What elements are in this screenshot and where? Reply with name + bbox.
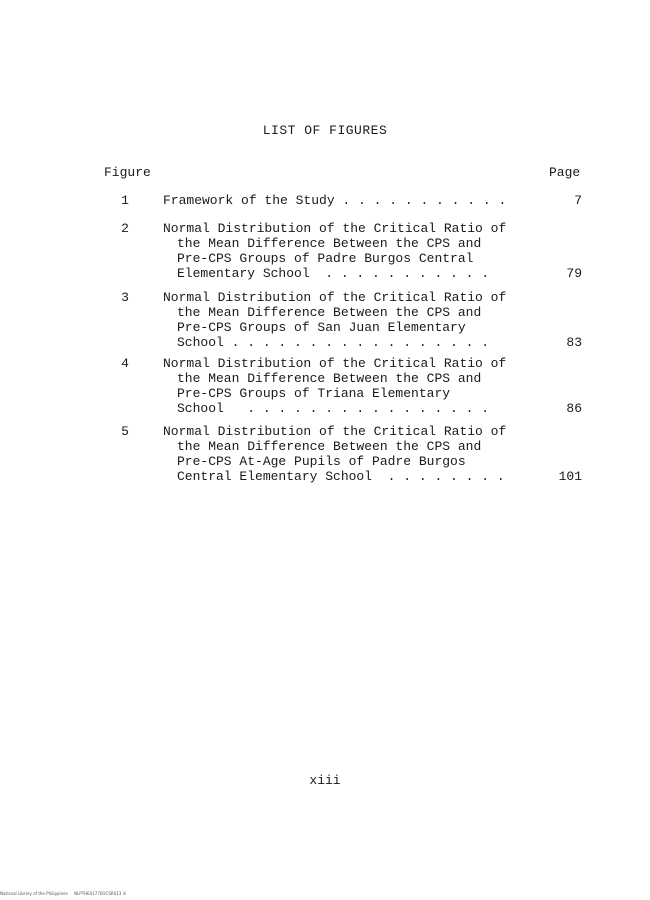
figure-page-number: 79: [566, 266, 582, 281]
figure-number: 3: [121, 290, 129, 305]
caption-line: Normal Distribution of the Critical Ratio of: [163, 424, 507, 439]
caption-line: Normal Distribution of the Critical Ratio of: [163, 290, 507, 305]
page-column-header: Page: [549, 165, 581, 180]
caption-line: Normal Distribution of the Critical Ratio of: [163, 356, 507, 371]
figure-number: 1: [121, 193, 129, 208]
page-title: LIST OF FIGURES: [262, 123, 388, 138]
caption-line: the Mean Difference Between the CPS and: [177, 371, 482, 386]
caption-line: School . . . . . . . . . . . . . . . . .: [177, 335, 490, 350]
figure-page-number: 101: [558, 469, 582, 484]
caption-line: Central Elementary School . . . . . . . .: [177, 469, 505, 484]
caption-line: the Mean Difference Between the CPS and: [177, 439, 482, 454]
caption-line: the Mean Difference Between the CPS and: [177, 305, 482, 320]
caption-line: Pre-CPS Groups of Padre Burgos Central: [177, 251, 474, 266]
figure-number: 4: [121, 356, 129, 371]
figure-caption: [163, 356, 533, 416]
figure-number: 2: [121, 221, 129, 236]
caption-line: Normal Distribution of the Critical Ratio of: [163, 221, 507, 236]
figure-page-number: 7: [574, 193, 582, 208]
figure-caption: [163, 221, 533, 281]
caption-line: Pre-CPS Groups of Triana Elementary: [177, 386, 451, 401]
caption-line: Framework of the Study . . . . . . . . . . .: [163, 193, 507, 208]
caption-line: School . . . . . . . . . . . . . . . .: [177, 401, 490, 416]
caption-line: Pre-CPS Groups of San Juan Elementary: [177, 320, 466, 335]
figure-page-number: 86: [566, 401, 582, 416]
figure-caption: [163, 290, 533, 350]
scan-footer: National Library of the Philippines NLPTHE01770OCSR013 iii: [0, 891, 126, 896]
figure-caption: [163, 424, 533, 484]
caption-line: Elementary School . . . . . . . . . . .: [177, 266, 490, 281]
caption-line: the Mean Difference Between the CPS and: [177, 236, 482, 251]
figure-column-header: Figure: [104, 165, 151, 180]
page-folio: xiii: [309, 773, 341, 788]
caption-line: Pre-CPS At-Age Pupils of Padre Burgos: [177, 454, 466, 469]
figure-number: 5: [121, 424, 129, 439]
figure-caption: [163, 193, 533, 208]
figure-page-number: 83: [566, 335, 582, 350]
